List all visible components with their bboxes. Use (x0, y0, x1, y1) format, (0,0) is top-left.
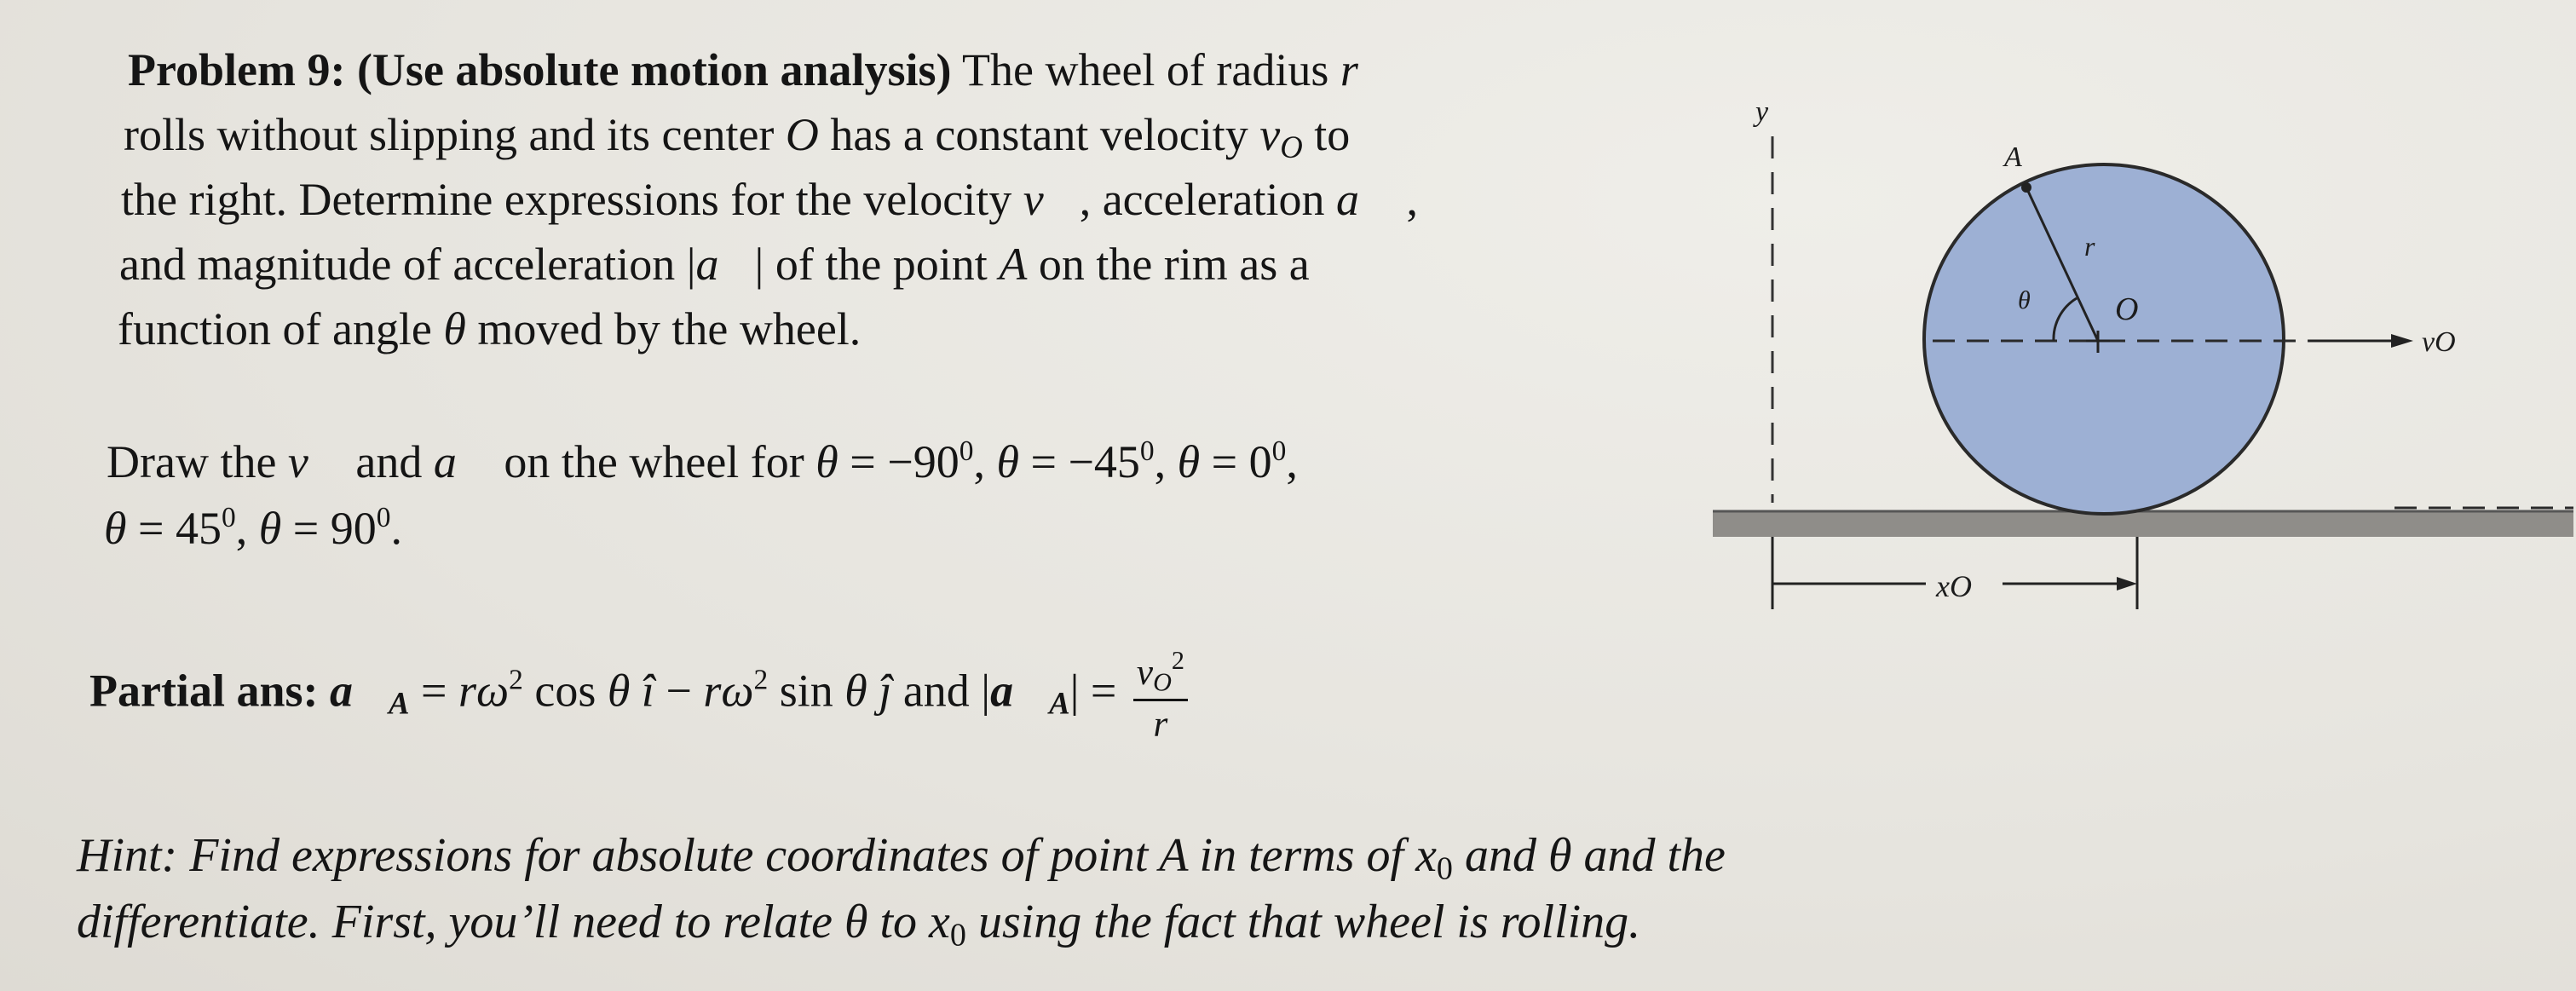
problem-title: Problem 9: (Use absolute motion analysis) (128, 44, 952, 95)
y-label: y (1755, 96, 1769, 128)
label-vo: vO (2422, 326, 2456, 358)
ground-surface (1713, 511, 2573, 537)
label-o: O (2115, 291, 2139, 327)
xo-dim-arrow-head (2117, 577, 2137, 591)
wheel (1924, 164, 2284, 514)
partial-answer (89, 648, 1538, 750)
draw-instruction (104, 430, 1726, 567)
problem-line-2: rolls without slipping and its center O has a constant velocity $v_O$ to (124, 109, 1351, 165)
label-a: A (2004, 141, 2022, 173)
problem-line-4: and magnitude of acceleration |a⃗| of the point A on the rim as a (119, 239, 1310, 290)
label-r: r (2084, 231, 2095, 262)
wheel-diagram (1696, 85, 2573, 631)
label-xo: xO (1936, 569, 1972, 603)
draw-line-2: $\theta = 45^0$, $\theta = 90^0$. (104, 501, 402, 554)
problem-line-3: the right. Determine expressions for the velocity v⃗, acceleration a⃗ , (121, 174, 1419, 225)
hint (77, 822, 2548, 959)
problem-line-5: function of angle θ moved by the wheel. (118, 303, 862, 354)
problem-statement (118, 38, 1730, 379)
partial-answer-label: Partial ans: (89, 665, 319, 717)
accel-magnitude-fraction: $\frac{v_O^2}{r}$ (1133, 648, 1188, 743)
velocity-arrow-head (2391, 334, 2413, 348)
hint-line-1: Hint: Find expressions for absolute coordinates of point A in terms of $x_0$ and θ and the (77, 829, 1726, 887)
hint-line-2: differentiate. First, you’ll need to relate θ to $x_0$ using the fact that wheel is rolling. (77, 896, 1641, 954)
partial-answer-line: Partial ans: $a⃗_A = r\omega^2$ cos θ î − $r\omega^2$ sin θ ĵ and $|a⃗_A|$ = $\frac{v_O^2}{r}$ (89, 648, 1188, 743)
label-theta: θ (2018, 286, 2031, 314)
draw-line-1: Draw the v⃗ and a⃗ on the wheel for $\theta = -90^0$, $\theta = -45^0$, $\theta = 0^0$, (107, 435, 1298, 487)
point-a-dot (2021, 182, 2031, 193)
problem-line-1: Problem 9: (Use absolute motion analysis) The wheel of radius r (128, 44, 1358, 95)
